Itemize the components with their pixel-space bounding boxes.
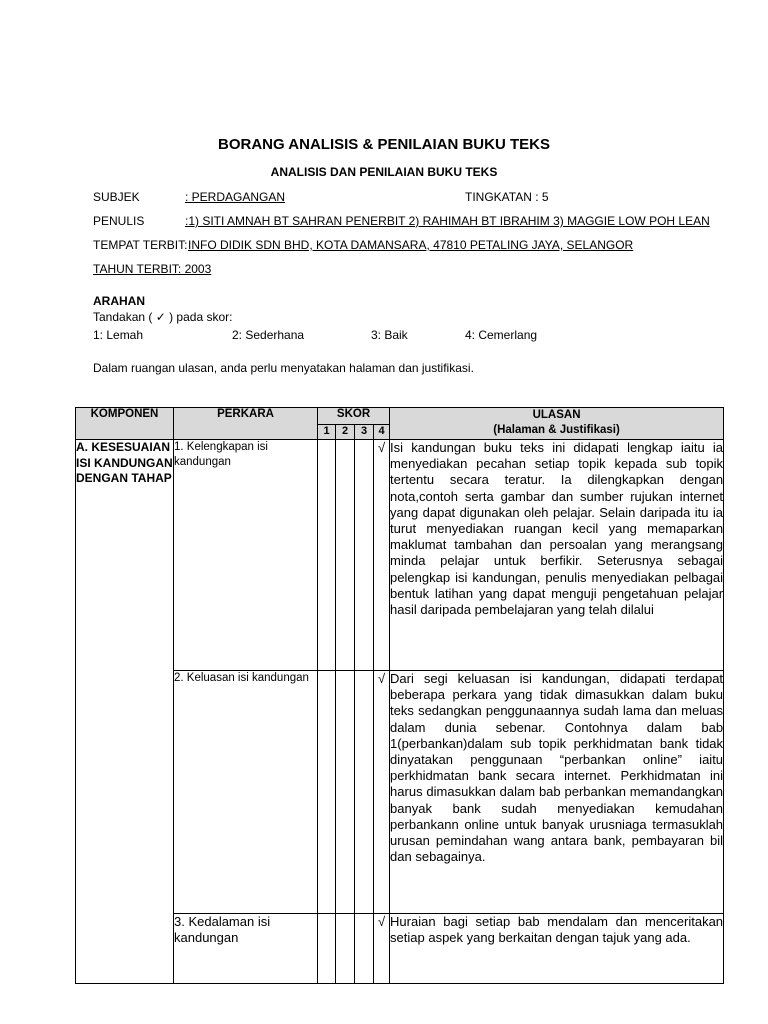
tingkatan-value: TINGKATAN : 5 [465,190,549,204]
penulis-value: :1) SITI AMNAH BT SAHRAN PENERBIT 2) RAHIMAH BT IBRAHIM 3) MAGGIE LOW POH LEAN [185,214,710,228]
score-cell[interactable] [355,440,374,671]
score-cell[interactable] [336,671,355,914]
ulasan-cell: Huraian bagi setiap bab mendalam dan menceritakan setiap aspek yang berkaitan dengan tajuk yang ada. [390,914,724,984]
perkara-cell: 1. Kelengkapan isi kandungan [174,440,318,671]
score-cell-checked[interactable]: √ [374,671,390,914]
ulasan-cell: Isi kandungan buku teks ini didapati lengkap iaitu ia menyediakan pecahan setiap topik kepada sub topik tertentu secara teratur. Ia dilengkapkan dengan nota,contoh serta gambar dan sumber rujukan internet yang dapat digunakan oleh pelajar. Selain daripada itu ia turut menyediakan ruangan kecil yang memaparkan maklumat tambahan dan persoalan yang merangsang minda pelajar untuk berfikir. Seterusnya sebagai pelengkap isi kandungan, penulis menyediakan pelbagai bentuk latihan yang dapat menguji pengetahuan pelajar hasil daripada pembelajaran yang telah dilalui [390,440,724,671]
tahun-terbit: TAHUN TERBIT: 2003 [93,262,212,276]
score-cell[interactable] [318,914,336,984]
header-ulasan [390,408,724,440]
page-title: BORANG ANALISIS & PENILAIAN BUKU TEKS [218,136,550,153]
score-col-1: 1 [318,425,336,440]
ulasan-cell: Dari segi keluasan isi kandungan, didapati terdapat beberapa perkara yang tidak dimasukkan dalam buku teks sedangkan penggunaannya sudah lama dan meluas dalam dunia sebenar. Contohnya dalam bab 1(perbankan)dalam sub topik perkhidmatan bank tidak dinyatakan penggunaan “perbankan online” iaitu perkhidmatan bank secara internet. Perkhidmatan ini harus dimasukkan dalam bab perbankan memandangkan banyak bank sudah menyediakan kemudahan perbankann online untuk banyak urusniaga termasuklah urusan pemindahan wang antara bank, pembayaran bil dan sebagainya. [390,671,724,914]
tempat-label: TEMPAT TERBIT: [93,238,188,252]
analysis-table [75,407,724,984]
score-cell[interactable] [336,914,355,984]
arahan-note: Dalam ruangan ulasan, anda perlu menyatakan halaman dan justifikasi. [93,361,474,375]
score-col-3: 3 [355,425,374,440]
header-ulasan-title: ULASAN [532,409,581,421]
table-row [76,671,724,914]
penulis-label: PENULIS [93,214,145,228]
header-komponen: KOMPONEN [76,408,174,440]
arahan-heading: ARAHAN [93,294,145,308]
scale-4: 4: Cemerlang [465,328,538,342]
subjek-label: SUBJEK [93,190,140,204]
header-skor: SKOR [318,408,390,425]
arahan-instruction: Tandakan ( ✓ ) pada skor: [93,310,233,324]
score-cell[interactable] [355,671,374,914]
score-cell[interactable] [336,440,355,671]
score-cell-checked[interactable]: √ [374,914,390,984]
komponen-cell: A. KESESUAIAN ISI KANDUNGAN DENGAN TAHAP [76,440,174,984]
score-col-4: 4 [374,425,390,440]
header-perkara: PERKARA [174,408,318,440]
subjek-value-text: : PERDAGANGAN [185,190,286,204]
score-cell[interactable] [318,671,336,914]
scale-3: 3: Baik [371,328,408,342]
scale-1: 1: Lemah [93,328,144,342]
score-cell[interactable] [355,914,374,984]
scale-2: 2: Sederhana [232,328,305,342]
table-row [76,914,724,984]
score-cell[interactable] [318,440,336,671]
perkara-cell: 2. Keluasan isi kandungan [174,671,318,914]
page-subtitle: ANALISIS DAN PENILAIAN BUKU TEKS [270,165,498,179]
perkara-cell: 3. Kedalaman isi kandungan [174,914,318,984]
header-ulasan-sub: (Halaman & Justifikasi) [493,424,620,436]
table-header-row [76,408,724,425]
table-row [76,440,724,671]
score-cell-checked[interactable]: √ [374,440,390,671]
tempat-value: INFO DIDIK SDN BHD, KOTA DAMANSARA, 47810 PETALING JAYA, SELANGOR [188,238,634,252]
score-col-2: 2 [336,425,355,440]
